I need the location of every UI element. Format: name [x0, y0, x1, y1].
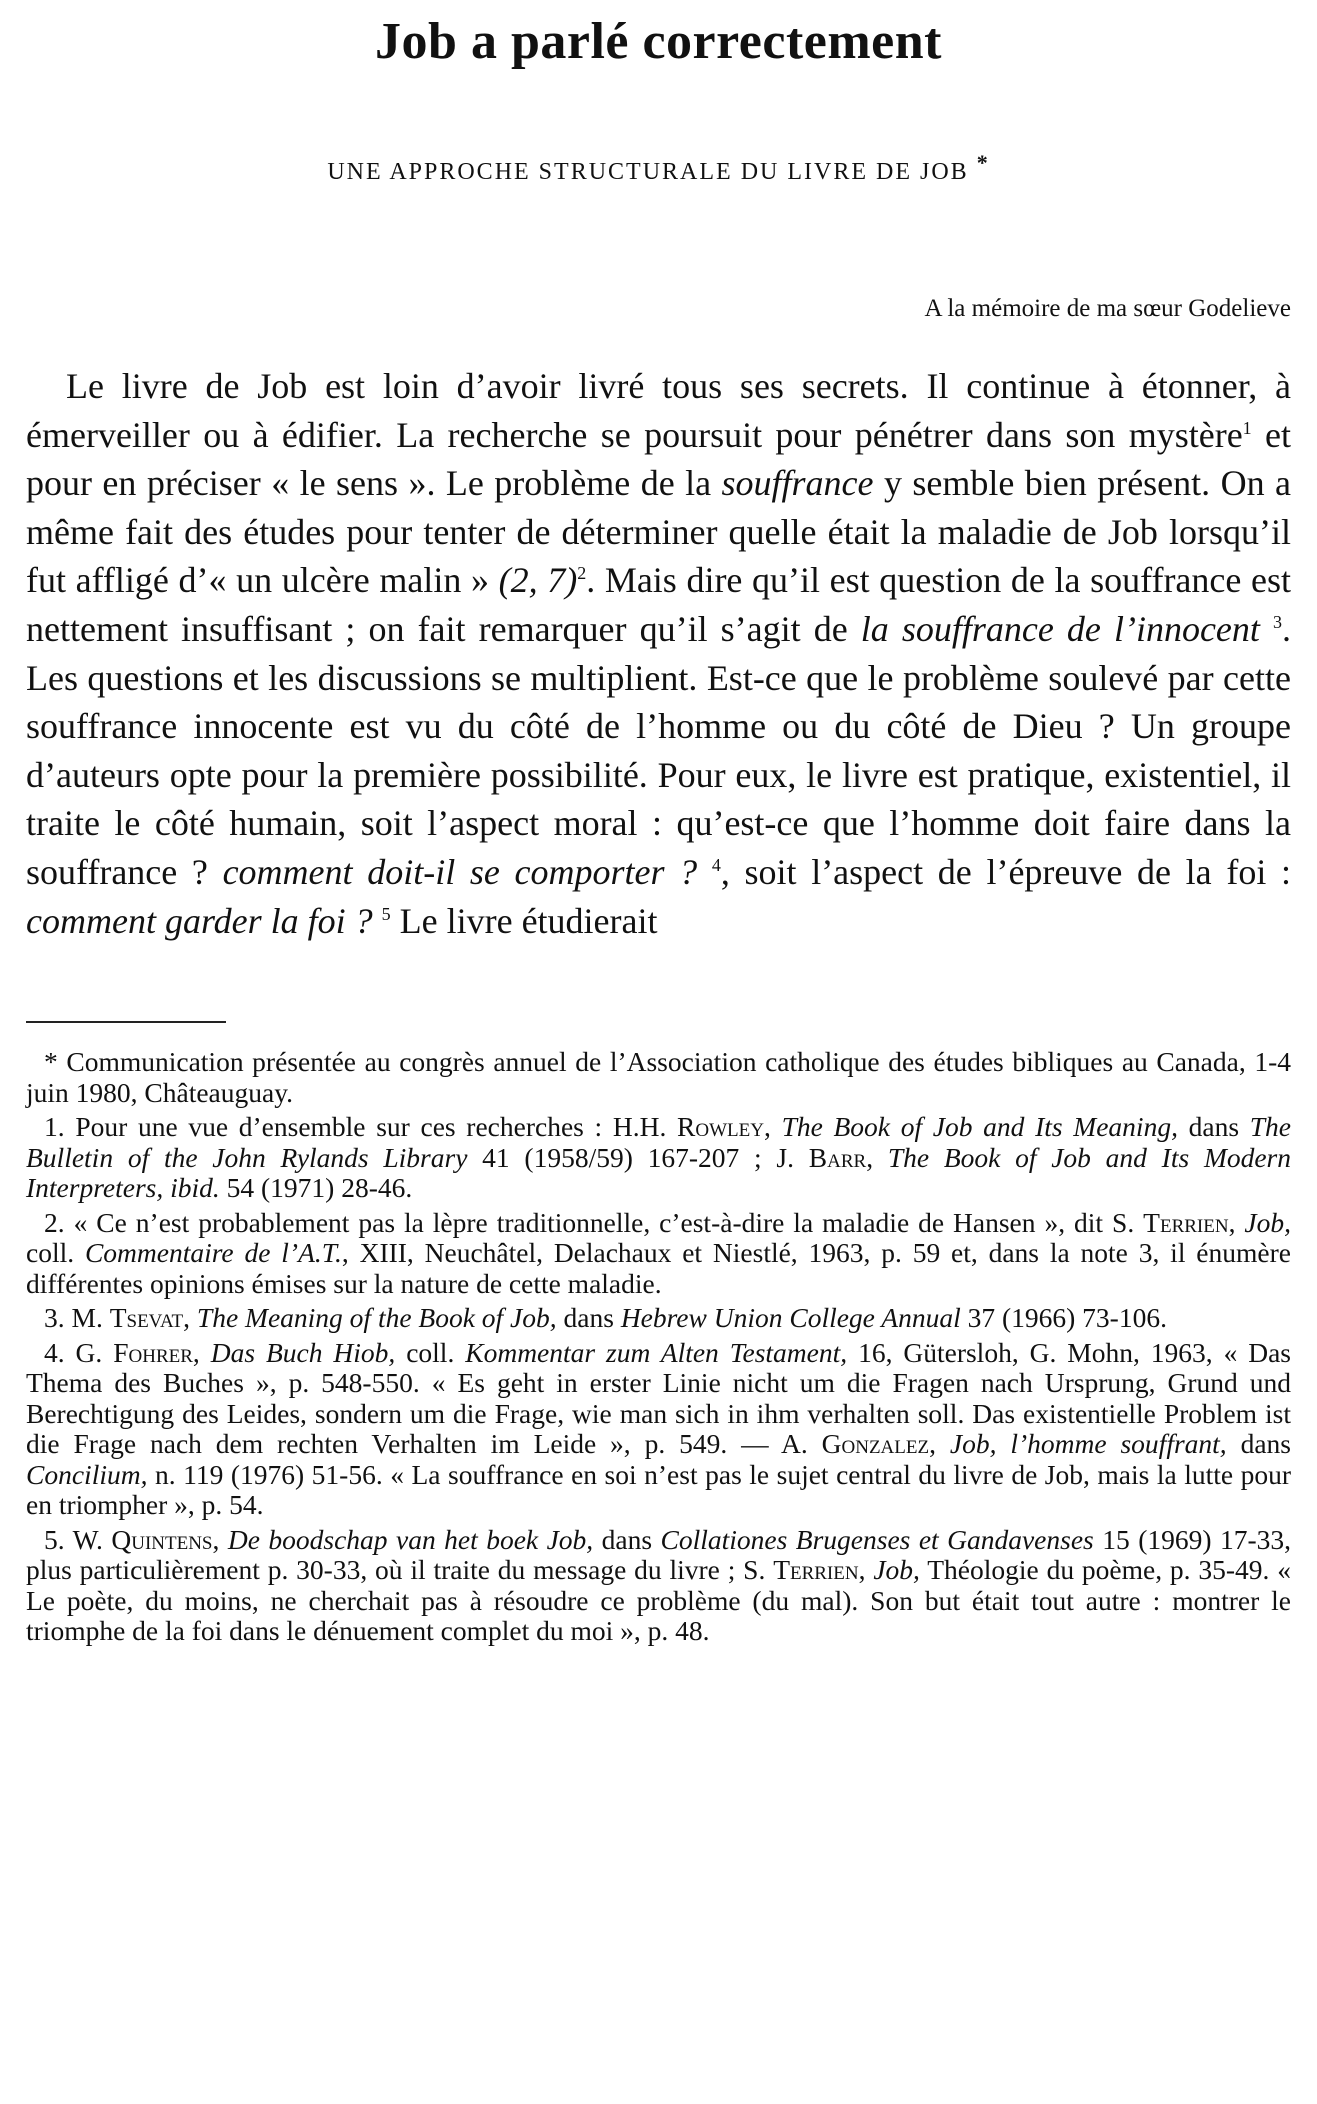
- footnote-text: ,: [929, 1428, 950, 1460]
- article-title: Job a parlé correctement: [375, 13, 942, 70]
- body-text-segment: et pour en préciser « le sens ». Le problème de la: [26, 414, 1291, 504]
- footnote-4: [26, 1338, 1291, 1521]
- footnote-ref-1[interactable]: 1: [1242, 417, 1252, 438]
- article-subtitle: [26, 148, 1291, 187]
- footnote-separator: [26, 1021, 226, 1023]
- footnote-text: ,: [192, 1336, 211, 1368]
- work-title: The Book of Job and Its Meaning,: [781, 1111, 1178, 1143]
- footnote-ref-2[interactable]: 2: [577, 563, 587, 584]
- work-title: Hebrew Union College Annual: [620, 1302, 961, 1334]
- body-text-segment: Le livre de Job est loin d’avoir livré tous ses secrets. Il continue à étonner, à émerveiller ou à édifier. La recherche se poursuit pour pénétrer dans son mystère: [26, 366, 1291, 455]
- footnote-ref-4[interactable]: 4: [711, 854, 721, 875]
- work-title: Commentaire de l’A.T.: [84, 1237, 342, 1269]
- author-name: Barr: [808, 1141, 867, 1173]
- work-title: Concilium,: [26, 1458, 148, 1490]
- footnote-text: ,: [866, 1141, 888, 1173]
- work-title: Kommentar zum Alten Testament,: [465, 1336, 848, 1368]
- work-title: De boodschap van het boek Job,: [227, 1523, 594, 1555]
- footnote-text: 41 (1958/59) 167-207 ; J.: [467, 1141, 809, 1173]
- footnote-text: ,: [763, 1111, 782, 1143]
- footnote-text: ,: [212, 1523, 228, 1555]
- footnote-text: coll.: [395, 1336, 466, 1368]
- footnote-text: 2. « Ce n’est probablement pas la lèpre traditionnelle, c’est-à-dire la maladie de Hansen », dit S.: [44, 1206, 1144, 1238]
- footnote-text: 4. G.: [44, 1336, 114, 1368]
- work-title: Collationes Brugenses et Gandavenses: [660, 1523, 1094, 1555]
- body-text-segment: Le livre étudierait: [390, 900, 658, 941]
- author-name: Fohrer: [113, 1336, 193, 1368]
- footnote-text: 5. W.: [44, 1523, 112, 1555]
- footnote-text: Théologie du poème, p. 35-49. « Le poète, du moins, ne cherchait pas à résoudre ce problème (du mal). Son but était tout autre : montrer le triomphe de la foi dans le dénuement complet du moi », p. 48.: [26, 1554, 1291, 1647]
- footnote-5: [26, 1525, 1291, 1647]
- footnote-3: [26, 1303, 1291, 1334]
- footnote-text: 54 (1971) 28-46.: [219, 1172, 413, 1204]
- footnote-ref-3[interactable]: 3: [1273, 611, 1282, 632]
- emphasis-text: comment doit-il se comporter ?: [222, 851, 698, 892]
- work-title: The Bulletin of the John Rylands Library: [26, 1111, 1291, 1173]
- footnote-text: 16, Gütersloh, G. Mohn, 1963, « Das Thema des Buches », p. 548-550. « Es geht in erster Linie nicht um die Fragen nach Ursprung, Grund und Berechtigung des Leides, sondern um die Frage, wie man sich in ihm verhalten soll. Das existentielle Problem ist die Frage nach dem rechten Verhalten im Leide », p. 549. — A.: [26, 1336, 1292, 1460]
- author-name: Terrien: [773, 1554, 859, 1586]
- footnote-text: 37 (1966) 73-106.: [960, 1302, 1167, 1334]
- author-name: Tsevat: [109, 1302, 184, 1334]
- subtitle-text: UNE APPROCHE STRUCTURALE DU LIVRE DE JOB: [327, 159, 969, 185]
- footnote-text: ,: [183, 1302, 197, 1334]
- footnote-text: dans: [1226, 1428, 1291, 1460]
- body-text-segment: y semble bien présent. On a même fait des études pour tenter de déterminer quelle était la maladie de Job lorsqu’il fut affligé d’« un ulcère malin »: [26, 463, 1292, 601]
- emphasis-text: la souffrance de l’innocent: [860, 608, 1260, 649]
- author-name: Quintens: [111, 1523, 213, 1555]
- footnotes: [26, 1047, 1291, 1647]
- footnote-text: dans: [593, 1523, 661, 1555]
- body-text-segment: . Les questions et les discussions se multiplient. Est-ce que le problème soulevé par cette souffrance innocente est vu du côté de l’homme ou du côté de Dieu ? Un groupe d’auteurs opte pour la première possibilité. Pour eux, le livre est pratique, existentiel, il traite le côté humain, soit l’aspect moral : qu’est-ce que l’homme doit faire dans la souffrance ?: [26, 608, 1291, 892]
- footnote-2: [26, 1208, 1291, 1300]
- body-text-segment: . Mais dire qu’il est question de la souffrance est nettement insuffisant ; on fait remarquer qu’il s’agit de: [26, 560, 1291, 649]
- article-page: [26, 0, 1291, 1651]
- author-name: Terrien: [1143, 1206, 1229, 1238]
- subtitle-footnote-mark: *: [976, 150, 990, 175]
- work-title: Job,: [1244, 1206, 1292, 1238]
- footnote-ref-5[interactable]: 5: [381, 903, 391, 924]
- work-title: The Book of Job and Its Modern Interpreters, ibid.: [26, 1141, 1292, 1204]
- dedication: A la mémoire de ma sœur Godelieve: [924, 295, 1291, 322]
- work-title: Job,: [873, 1554, 920, 1586]
- footnote-1: [26, 1112, 1291, 1204]
- work-title: Job, l’homme souffrant,: [949, 1428, 1227, 1460]
- footnote-text: n. 119 (1976) 51-56. « La souffrance en soi n’est pas le sujet central du livre de Job, mais la lutte pour en triompher », p. 54.: [26, 1458, 1291, 1521]
- footnote-text: 1. Pour une vue d’ensemble sur ces recherches : H.H.: [44, 1111, 678, 1143]
- work-title: The Meaning of the Book of Job,: [196, 1302, 557, 1334]
- footnote-text: dans: [1177, 1111, 1250, 1143]
- footnote-text: dans: [556, 1302, 621, 1334]
- author-name: Gonzalez: [821, 1428, 930, 1460]
- footnote-text: ,: [1228, 1206, 1245, 1238]
- footnote-text: , XIII, Neuchâtel, Delachaux et Niestlé, 1963, p. 59 et, dans la note 3, il énumère différentes opinions émises sur la nature de cette maladie.: [26, 1237, 1291, 1299]
- footnote-text: 15 (1969) 17-33, plus particulièrement p. 30-33, où il traite du message du livre ; S.: [26, 1523, 1291, 1586]
- footnote-text: ,: [858, 1554, 874, 1586]
- emphasis-text: comment garder la foi ?: [26, 900, 373, 941]
- work-title: Das Buch Hiob,: [210, 1336, 396, 1368]
- body-text-segment: , soit l’aspect de l’épreuve de la foi :: [720, 851, 1291, 892]
- body-paragraph: [26, 362, 1291, 945]
- author-name: Rowley: [677, 1111, 764, 1143]
- footnote-text: coll.: [26, 1237, 85, 1269]
- footnote-star: * Communication présentée au congrès annuel de l’Association catholique des études bibliques au Canada, 1-4 juin 1980, Châteauguay.: [26, 1046, 1291, 1108]
- emphasis-text: souffrance: [721, 463, 874, 504]
- footnote-text: 3. M.: [44, 1302, 110, 1334]
- bible-reference: (2, 7): [498, 560, 578, 601]
